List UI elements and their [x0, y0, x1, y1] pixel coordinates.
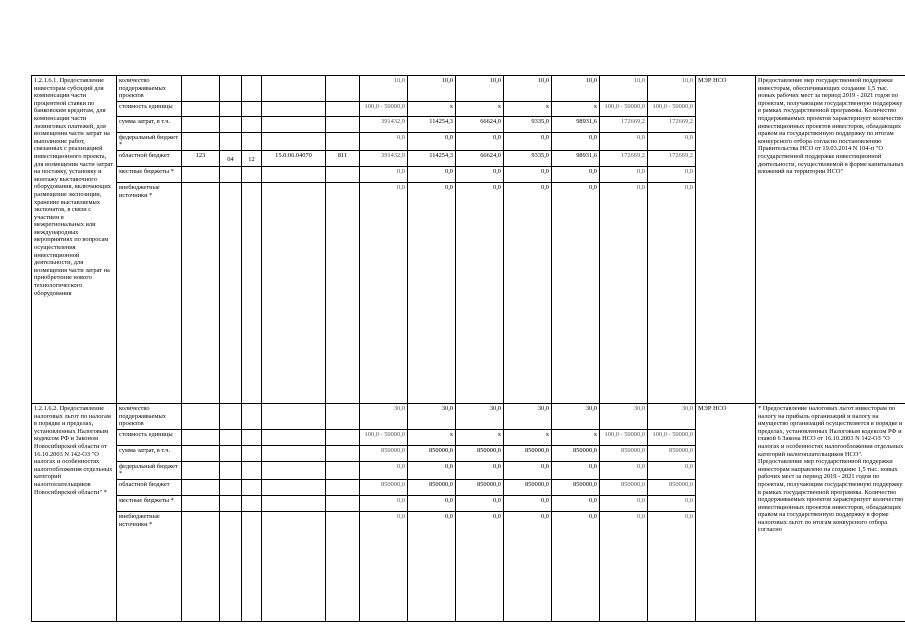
- value-cell: 850000,0: [504, 479, 552, 495]
- code-vr: [326, 76, 360, 102]
- code-csr: 15.0.06.04070: [262, 150, 326, 166]
- value-cell: 850000,0: [552, 479, 600, 495]
- indicator-label: сумма затрат, в т.ч.: [117, 445, 182, 461]
- code-grbs: [182, 403, 220, 429]
- code-csr: [262, 101, 326, 116]
- code-csr: [262, 461, 326, 479]
- code-csr: [262, 445, 326, 461]
- code-vr: [326, 403, 360, 429]
- executor: МЭР НСО: [696, 403, 756, 621]
- code-rz: 04: [220, 150, 242, 166]
- code-vr: [326, 101, 360, 116]
- code-grbs: [182, 182, 220, 403]
- value-cell: 850000,0: [648, 479, 696, 495]
- value-cell: 0,0: [408, 461, 456, 479]
- value-cell: 0,0: [600, 166, 648, 182]
- code-grbs: [182, 116, 220, 132]
- code-pr: [242, 479, 262, 495]
- value-cell: 30,0: [552, 403, 600, 429]
- value-cell: 0,0: [600, 132, 648, 150]
- value-cell: 0,0: [360, 511, 408, 621]
- value-cell: 30,0: [504, 403, 552, 429]
- value-cell: 66624,0: [456, 150, 504, 166]
- code-grbs: [182, 479, 220, 495]
- indicator-label: стоимость единицы: [117, 101, 182, 116]
- code-pr: [242, 495, 262, 511]
- value-cell: 10,0: [600, 76, 648, 102]
- code-rz: [220, 403, 242, 429]
- code-vr: [326, 116, 360, 132]
- measure-title: 1.2.1.6.2. Предоставление налоговых льгот по налогам в порядке и пределах, установленных Налоговым кодексом РФ и Законом Новосибирской области от 16.10.2003 N 142-ОЗ "О налогах и особенностях налогообложения отдельных категорий налогоплательщиков Новосибирской области" *: [32, 403, 117, 621]
- code-vr: [326, 132, 360, 150]
- value-cell: 30,0: [648, 403, 696, 429]
- value-cell: 850000,0: [360, 479, 408, 495]
- value-cell: 66624,0: [456, 116, 504, 132]
- value-cell: 0,0: [360, 166, 408, 182]
- code-csr: [262, 511, 326, 621]
- code-csr: [262, 132, 326, 150]
- value-cell: 0,0: [408, 182, 456, 403]
- value-cell: 0,0: [504, 132, 552, 150]
- code-csr: [262, 495, 326, 511]
- value-cell: 0,0: [552, 132, 600, 150]
- code-grbs: [182, 461, 220, 479]
- value-cell: 0,0: [600, 511, 648, 621]
- code-vr: [326, 429, 360, 445]
- code-pr: [242, 116, 262, 132]
- code-vr: [326, 166, 360, 182]
- value-cell: 30,0: [600, 403, 648, 429]
- table-row: [32, 403, 905, 429]
- value-cell: 0,0: [360, 182, 408, 403]
- value-cell: 0,0: [648, 511, 696, 621]
- code-rz: [220, 76, 242, 102]
- code-vr: [326, 495, 360, 511]
- value-cell: 0,0: [504, 182, 552, 403]
- indicator-label: местные бюджеты *: [117, 495, 182, 511]
- value-cell: 850000,0: [456, 445, 504, 461]
- indicator-label: областной бюджет: [117, 150, 182, 166]
- code-csr: [262, 166, 326, 182]
- value-cell: 30,0: [360, 403, 408, 429]
- code-grbs: [182, 76, 220, 102]
- value-cell: 0,0: [600, 461, 648, 479]
- code-pr: [242, 461, 262, 479]
- value-cell: 850000,0: [552, 445, 600, 461]
- code-rz: [220, 182, 242, 403]
- expected-result: Предоставление мер государственной поддержки инвесторам, обеспечивающих создание 1,5 тыс. новых рабочих мест за период 2019 - 2021 годов по проектам, получающим государственную поддержку в рамках государственной программы. Количество поддерживаемых проектов характеризует количество инвестиционных проектов инвесторов, обладающих правом на государственную поддержку по итогам конкурсного отбора согласно постановлению Правительства НСО от 19.03.2014 N 104-п "О государственной поддержке инвестиционной деятельности, осуществляемой в форме капитальных вложений на территории НСО": [756, 76, 905, 404]
- value-cell: 98931,6: [552, 150, 600, 166]
- value-cell: 0,0: [408, 166, 456, 182]
- code-vr: [326, 445, 360, 461]
- value-cell: 9335,0: [504, 116, 552, 132]
- value-cell: 114254,3: [408, 116, 456, 132]
- code-csr: [262, 76, 326, 102]
- code-pr: [242, 132, 262, 150]
- value-cell: 0,0: [456, 132, 504, 150]
- indicator-label: федеральный бюджет *: [117, 461, 182, 479]
- code-csr: [262, 429, 326, 445]
- value-cell: 0,0: [408, 511, 456, 621]
- value-cell: 850000,0: [648, 445, 696, 461]
- code-pr: [242, 511, 262, 621]
- value-cell: 0,0: [648, 166, 696, 182]
- code-vr: [326, 461, 360, 479]
- value-cell: 0,0: [648, 182, 696, 403]
- value-cell: 0,0: [552, 461, 600, 479]
- code-pr: [242, 182, 262, 403]
- code-rz: [220, 495, 242, 511]
- indicator-label: сумма затрат, в т.ч.: [117, 116, 182, 132]
- indicator-label: федеральный бюджет *: [117, 132, 182, 150]
- code-rz: [220, 101, 242, 116]
- code-rz: [220, 132, 242, 150]
- code-grbs: [182, 101, 220, 116]
- value-cell: 0,0: [552, 182, 600, 403]
- code-rz: [220, 166, 242, 182]
- value-cell: 10,0: [408, 76, 456, 102]
- value-cell: х: [456, 429, 504, 445]
- code-grbs: [182, 166, 220, 182]
- value-cell: 0,0: [504, 461, 552, 479]
- code-rz: [220, 116, 242, 132]
- value-cell: 100,0 - 50000,0: [648, 429, 696, 445]
- value-cell: 0,0: [360, 495, 408, 511]
- code-grbs: 123: [182, 150, 220, 166]
- value-cell: х: [552, 101, 600, 116]
- code-pr: 12: [242, 150, 262, 166]
- value-cell: 9335,0: [504, 150, 552, 166]
- value-cell: 172669,2: [648, 150, 696, 166]
- code-grbs: [182, 429, 220, 445]
- indicator-label: местные бюджеты *: [117, 166, 182, 182]
- code-vr: [326, 511, 360, 621]
- value-cell: 100,0 - 50000,0: [600, 101, 648, 116]
- code-rz: [220, 429, 242, 445]
- code-vr: [326, 182, 360, 403]
- code-pr: [242, 429, 262, 445]
- value-cell: 850000,0: [600, 445, 648, 461]
- indicator-label: областной бюджет: [117, 479, 182, 495]
- value-cell: 850000,0: [408, 479, 456, 495]
- value-cell: х: [552, 429, 600, 445]
- value-cell: х: [504, 429, 552, 445]
- value-cell: 0,0: [504, 166, 552, 182]
- value-cell: 10,0: [456, 76, 504, 102]
- value-cell: 391432,9: [360, 150, 408, 166]
- indicator-label: внебюджетные источники *: [117, 182, 182, 403]
- indicator-label: внебюджетные источники *: [117, 511, 182, 621]
- expected-result: * Предоставление налоговых льгот инвесторам по налогу на прибыль организаций и налогу на имущество организаций осуществляется в порядке и пределах, установленных Налоговым кодексом РФ и главой 6 Закона НСО от 16.10.2003 N 142-ОЗ "О налогах и особенностях налогообложения отдельных категорий налогоплательщиков НСО". Предоставление мер государственной поддержки инвесторам направлено на создание 1,5 тыс. новых рабочих мест за период 2019 - 2021 годов по проектам, получающим государственную поддержку в рамках государственной программы. Количество поддерживаемых проектов характеризует количество инвестиционных проектов инвесторов, обладающих правом на государственную поддержку в форме налоговых льгот по итогам конкурсного отбора согласно: [756, 403, 905, 621]
- code-rz: [220, 479, 242, 495]
- code-grbs: [182, 511, 220, 621]
- value-cell: х: [456, 101, 504, 116]
- value-cell: 10,0: [648, 76, 696, 102]
- value-cell: 0,0: [600, 495, 648, 511]
- value-cell: 10,0: [360, 76, 408, 102]
- indicator-label: количество поддерживаемых проектов: [117, 76, 182, 102]
- value-cell: 0,0: [360, 461, 408, 479]
- value-cell: 10,0: [552, 76, 600, 102]
- code-vr: 811: [326, 150, 360, 166]
- code-rz: [220, 445, 242, 461]
- value-cell: 0,0: [648, 495, 696, 511]
- value-cell: 0,0: [360, 132, 408, 150]
- value-cell: 98931,6: [552, 116, 600, 132]
- code-csr: [262, 116, 326, 132]
- value-cell: 0,0: [408, 132, 456, 150]
- value-cell: 0,0: [552, 511, 600, 621]
- value-cell: 850000,0: [504, 445, 552, 461]
- code-grbs: [182, 445, 220, 461]
- value-cell: 100,0 - 50000,0: [600, 429, 648, 445]
- value-cell: 0,0: [456, 182, 504, 403]
- code-pr: [242, 101, 262, 116]
- value-cell: 0,0: [648, 132, 696, 150]
- code-pr: [242, 445, 262, 461]
- value-cell: 172669,2: [600, 116, 648, 132]
- value-cell: 0,0: [456, 166, 504, 182]
- value-cell: 391432,9: [360, 116, 408, 132]
- executor: МЭР НСО: [696, 76, 756, 404]
- value-cell: 0,0: [504, 495, 552, 511]
- code-pr: [242, 403, 262, 429]
- value-cell: х: [504, 101, 552, 116]
- value-cell: 850000,0: [456, 479, 504, 495]
- code-grbs: [182, 495, 220, 511]
- code-rz: [220, 461, 242, 479]
- value-cell: 30,0: [456, 403, 504, 429]
- value-cell: 10,0: [504, 76, 552, 102]
- value-cell: 850000,0: [408, 445, 456, 461]
- budget-table: [31, 75, 905, 622]
- value-cell: 0,0: [408, 495, 456, 511]
- indicator-label: стоимость единицы: [117, 429, 182, 445]
- value-cell: 0,0: [600, 182, 648, 403]
- table-row: [32, 76, 905, 102]
- code-csr: [262, 182, 326, 403]
- value-cell: х: [408, 429, 456, 445]
- value-cell: х: [408, 101, 456, 116]
- value-cell: 0,0: [552, 495, 600, 511]
- code-csr: [262, 479, 326, 495]
- code-rz: [220, 511, 242, 621]
- indicator-label: количество поддерживаемых проектов: [117, 403, 182, 429]
- value-cell: 114254,3: [408, 150, 456, 166]
- value-cell: 172669,2: [600, 150, 648, 166]
- value-cell: 0,0: [456, 511, 504, 621]
- value-cell: 0,0: [456, 461, 504, 479]
- value-cell: 100,0 - 50000,0: [360, 101, 408, 116]
- measure-title: 1.2.1.6.1. Предоставление инвесторам субсидий для компенсации части процентной ставки по банковским кредитам, для компенсации части лизинговых платежей, для возмещения части затрат на выполнение работ, связанных с реализацией инвестиционного проекта, для возмещения части затрат на поставку, установку и монтажу выставочного оборудования, включающих размещение экспозиции, хранение выставляемых экспонатов, в связи с участием в межрегиональных или международных мероприятиях по вопросам осуществления инвестиционной деятельности, для возмещения части затрат на приобретение нового технологического оборудования: [32, 76, 117, 404]
- value-cell: 100,0 - 50000,0: [648, 101, 696, 116]
- value-cell: 850000,0: [360, 445, 408, 461]
- value-cell: 850000,0: [600, 479, 648, 495]
- code-pr: [242, 76, 262, 102]
- value-cell: 172669,2: [648, 116, 696, 132]
- value-cell: 100,0 - 50000,0: [360, 429, 408, 445]
- value-cell: 0,0: [552, 166, 600, 182]
- code-pr: [242, 166, 262, 182]
- value-cell: 0,0: [456, 495, 504, 511]
- value-cell: 30,0: [408, 403, 456, 429]
- code-vr: [326, 479, 360, 495]
- code-csr: [262, 403, 326, 429]
- code-grbs: [182, 132, 220, 150]
- value-cell: 0,0: [648, 461, 696, 479]
- value-cell: 0,0: [504, 511, 552, 621]
